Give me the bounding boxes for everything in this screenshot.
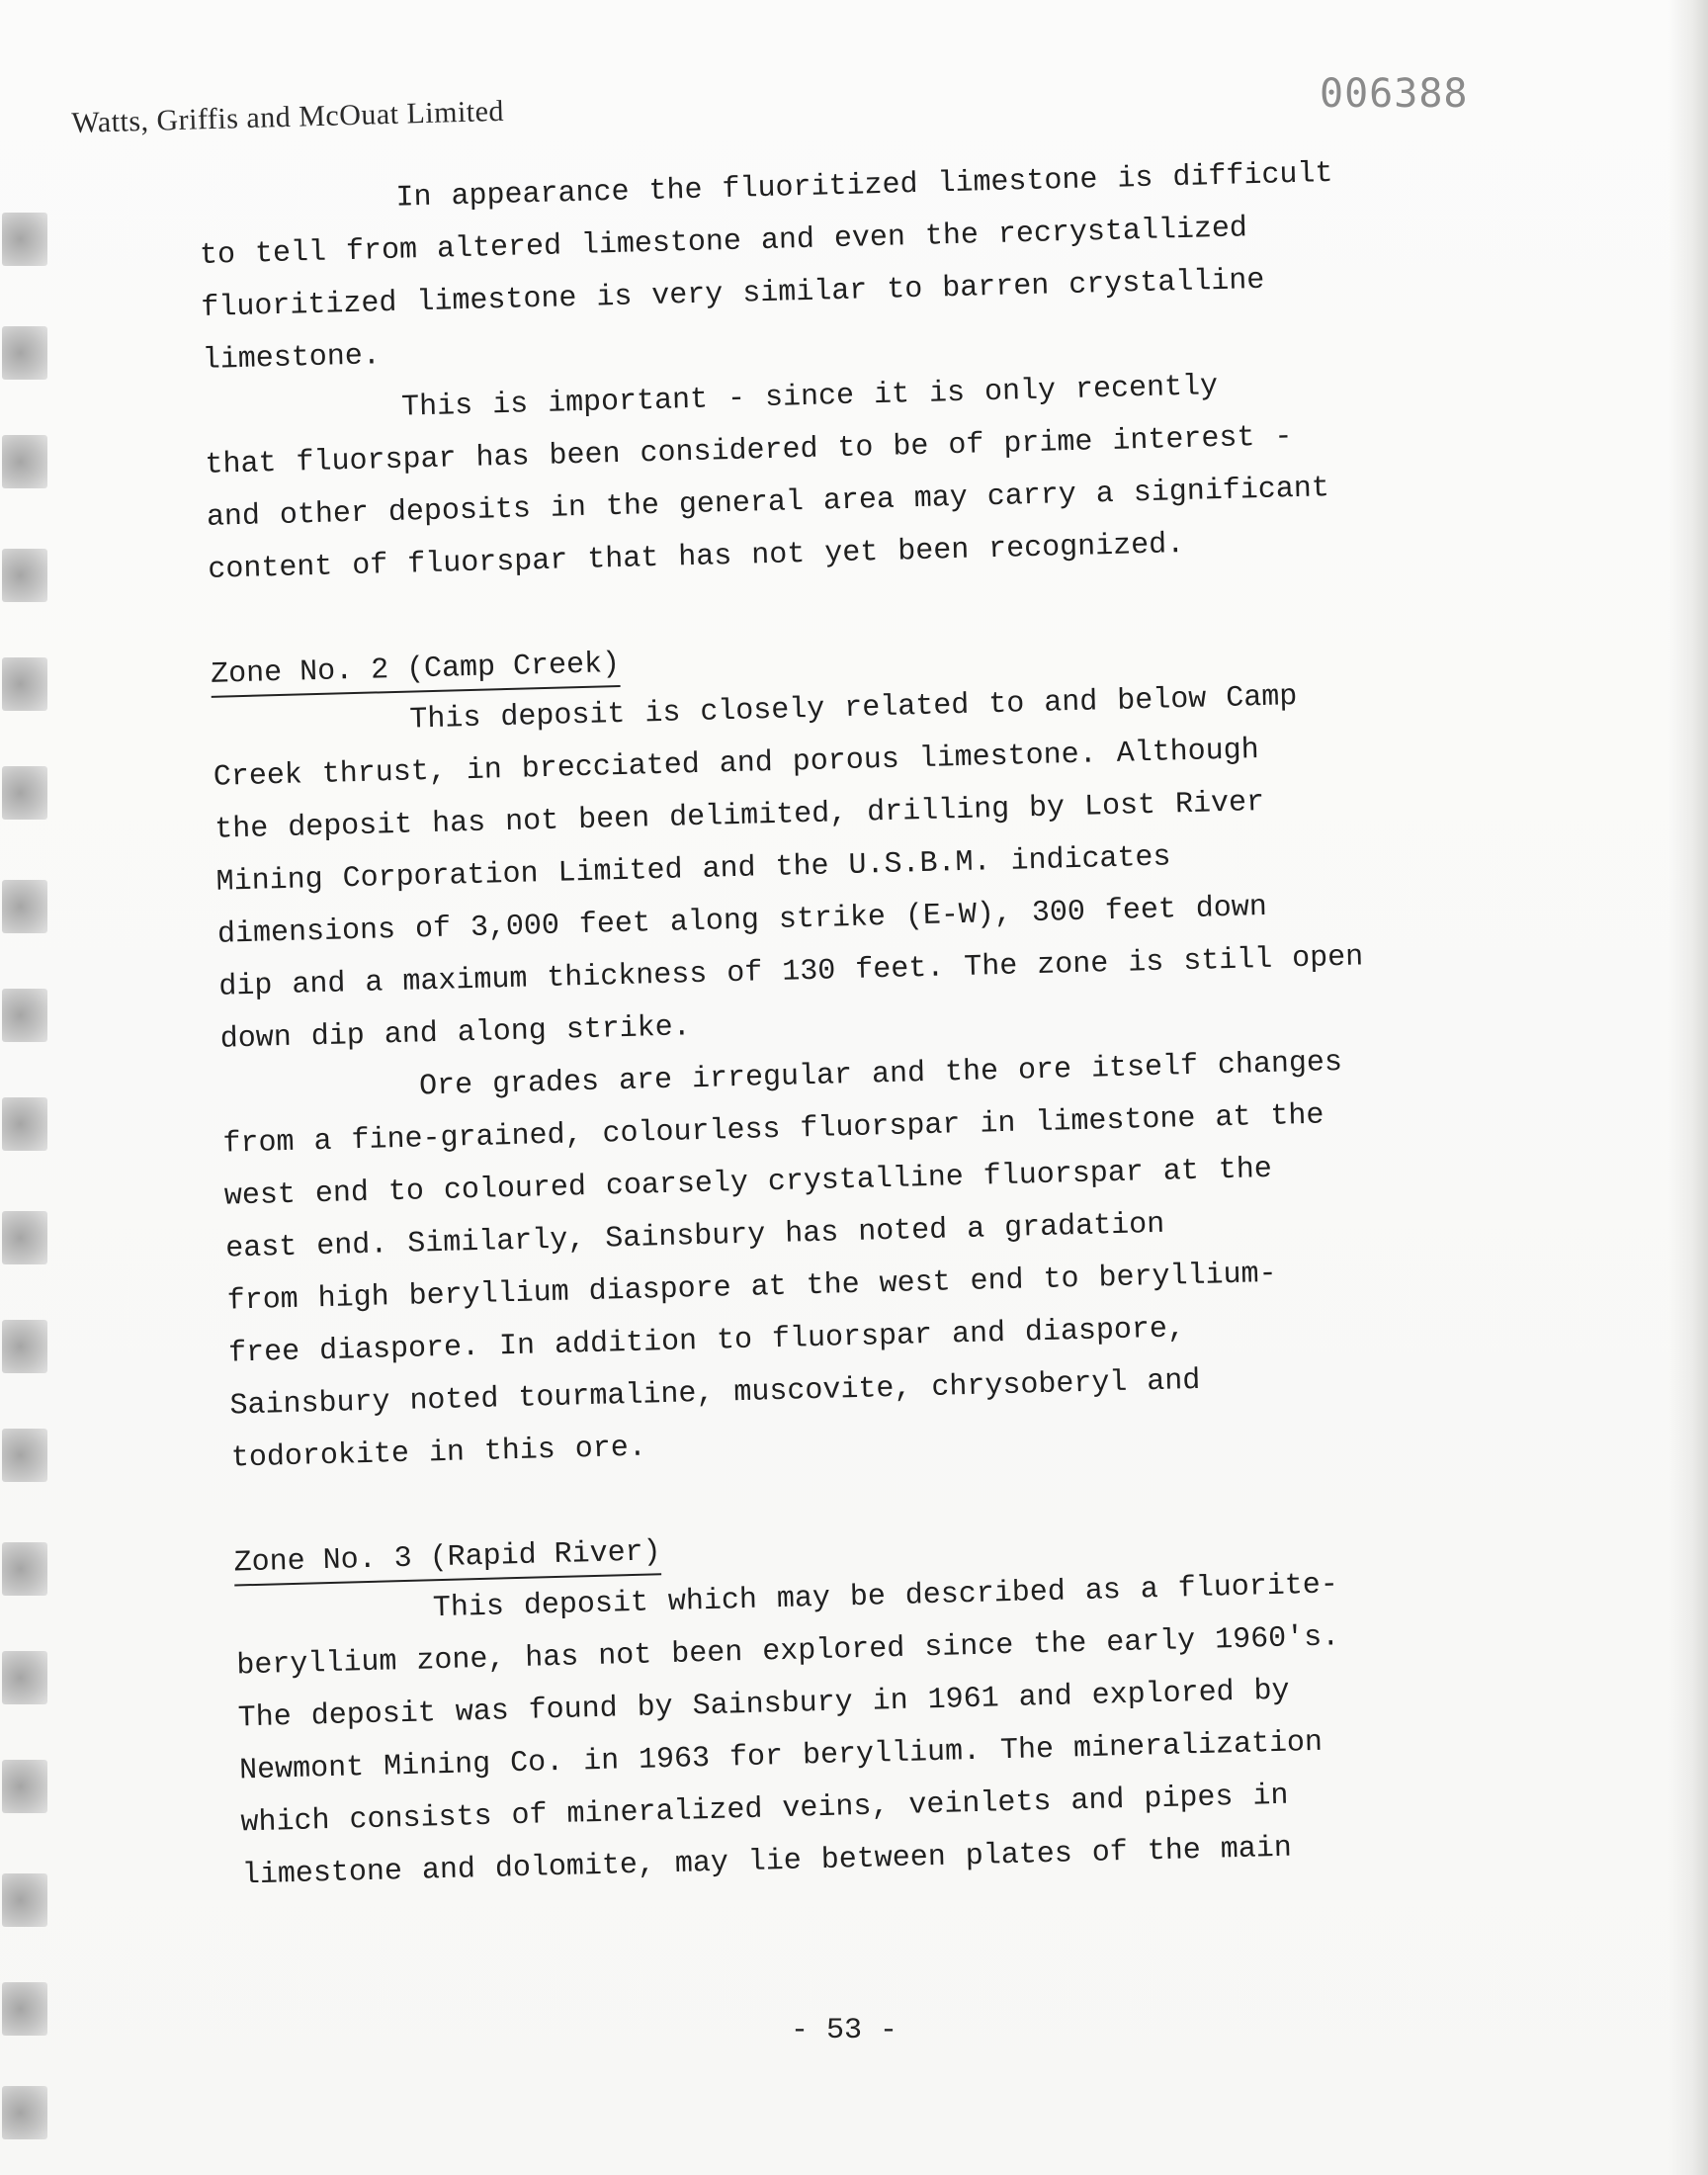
- heading-zone-2: Zone No. 2 (Camp Creek): [211, 644, 621, 698]
- spiral-binding-holes: [0, 0, 69, 2175]
- company-letterhead: Watts, Griffis and McOuat Limited: [71, 94, 505, 139]
- paragraph-zone2-deposit: This deposit is closely related to and below Camp Creek thrust, in brecciated and porous limestone. Although the deposit has not been delimited, drilling by Lost River Mining Corporation Limited and the U.S.B.M. indicates dimensions of 3,000 feet along strike (E-W), 300 feet down dip and a maximum thickness of 130 feet. The zone is still open down dip and along strike.: [213, 680, 1364, 1057]
- heading-zone-3: Zone No. 3 (Rapid River): [233, 1531, 661, 1586]
- paragraph-fluoritized-limestone: In appearance the fluoritized limestone is difficult to tell from altered limestone and even the recrystallized fluoritized limestone is very similar to barren crystalline limestone.: [199, 156, 1333, 378]
- page-number: - 53 -: [791, 2014, 898, 2047]
- document-body: [198, 144, 1527, 1902]
- paragraph-importance: This is important - since it is only recently that fluorspar has been considered to be of prime interest - and other deposits in the general area may carry a significant content of fluorspar that has not yet been recognized.: [205, 370, 1330, 587]
- paragraph-zone2-ore-grades: Ore grades are irregular and the ore itself changes from a fine-grained, colourless fluorspar in limestone at the west end to coloured coarsely crystalline fluorspar at the east end. Similarly, Sainsbury has noted a gradation from high beryllium diaspore at the west end to beryllium- free diaspore. In addition to fluorspar and diaspore, Sainsbury noted tourmaline, muscovite, chrysoberyl and todorokite in this ore.: [222, 1046, 1343, 1476]
- page-edge-shadow: [1668, 0, 1708, 2175]
- paragraph-zone3-deposit: This deposit which may be described as a fluorite- beryllium zone, has not been explored since the early 1960's. The deposit was found by Sainsbury in 1961 and explored by Newmont Mining Co. in 1963 for beryllium. The mineralization which consists of mineralized veins, veinlets and pipes in limestone and dolomite, may lie between plates of the main: [235, 1568, 1340, 1893]
- document-number: 006388: [1320, 71, 1469, 117]
